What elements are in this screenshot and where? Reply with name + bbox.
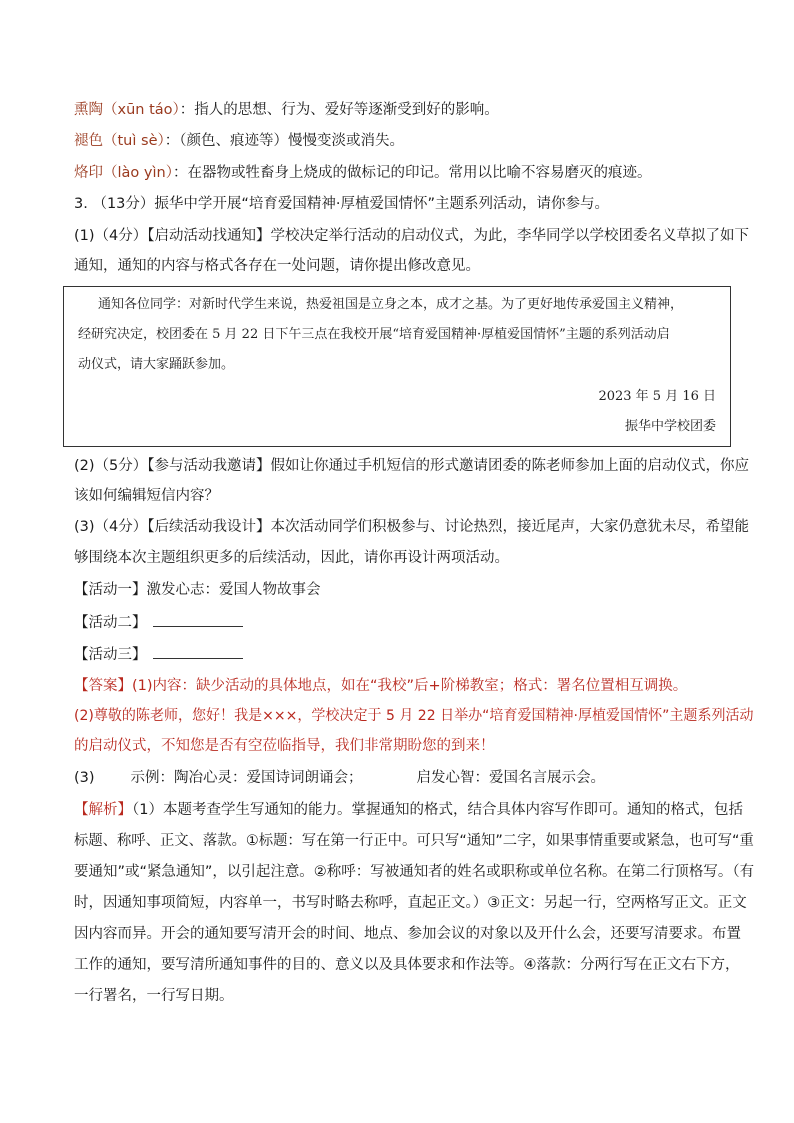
- analysis-line: 因内容而异。开会的通知要写清开会的时间、地点、参加会议的对象以及开什么会，还要写清要求。布置: [74, 926, 741, 942]
- answer-part-1: (1)内容：缺少活动的具体地点，如在“我校”后+阶梯教室；格式：署名位置相互调换。: [132, 678, 688, 694]
- analysis-line: 一行署名，一行写日期。: [74, 988, 234, 1004]
- answer-part-3: [74, 768, 605, 788]
- activity-label: 【活动三】: [74, 647, 147, 663]
- glossary-definition: ：指人的思想、行为、爱好等逐渐受到好的影响。: [179, 102, 499, 118]
- glossary-item: [74, 131, 404, 151]
- analysis-line: 要通知”或“紧急通知”，以引起注意。②称呼：写被通知者的姓名或职称或单位名称。在第二行顶格写。（有: [74, 864, 755, 880]
- question-stem: 3. （13分）振华中学开展“培育爱国精神·厚植爱国情怀”主题系列活动，请你参与。: [74, 196, 610, 212]
- answer-part-2-line-2: 的启动仪式，不知您是否有空莅临指导，我们非常期盼您的到来！: [74, 738, 495, 754]
- glossary-term: 熏陶: [74, 102, 103, 118]
- subquestion-1-line-2: 通知，通知的内容与格式各存在一处问题，请你提出修改意见。: [74, 258, 480, 274]
- activity-item: [74, 580, 321, 600]
- glossary-definition: ：（颜色、痕迹等）慢慢变淡或消失。: [164, 133, 404, 149]
- notice-date: 2023 年 5 月 16 日: [598, 389, 716, 404]
- notice-signature: 振华中学校团委: [624, 419, 716, 434]
- analysis-tag: 【解析】: [74, 802, 132, 818]
- analysis-line: 时，因通知事项简短，内容单一，书写时略去称呼，直起正文。）③正文：另起一行，空两格写正文。正文: [74, 895, 747, 911]
- analysis-line: 工作的通知，要写清所通知事件的目的、意义以及具体要求和作法等。④落款：分两行写在正文右下方，: [74, 957, 740, 973]
- activity-label: 【活动二】: [74, 615, 147, 631]
- notice-line-1: 通知各位同学：对新时代学生来说，热爱祖国是立身之本，成才之基。为了更好地传承爱国主义精神，: [98, 297, 684, 312]
- activity-item: [74, 644, 243, 665]
- analysis-text: （1）本题考查学生写通知的能力。掌握通知的格式，结合具体内容写作即可。通知的格式，包括: [132, 802, 743, 818]
- subquestion-2-line-2: 该如何编辑短信内容？: [74, 488, 219, 504]
- analysis-line: [74, 800, 743, 820]
- glossary-item: [74, 163, 651, 183]
- subquestion-1-line-1: (1)（4分）【启动活动找通知】学校决定举行活动的启动仪式，为此，李华同学以学校团委名义草拟了如下: [74, 228, 750, 244]
- answer-tag: 【答案】: [74, 678, 132, 694]
- answer-part-2-line-1: (2)尊敬的陈老师，您好！我是×××，学校决定于 5 月 22 日举办“培育爱国精神·厚植爱国情怀”主题系列活动: [74, 708, 754, 724]
- notice-box: [63, 286, 731, 447]
- notice-line-3: 动仪式，请大家踊跃参加。: [78, 357, 235, 372]
- answer-part-3-example-1: 示例：陶冶心灵：爱国诗词朗诵会；: [130, 770, 363, 786]
- subquestion-3-line-2: 够围绕本次主题组织更多的后续活动，因此，请你再设计两项活动。: [74, 550, 509, 566]
- glossary-pinyin: （xūn táo）: [103, 102, 180, 118]
- glossary-term: 烙印: [74, 165, 103, 181]
- analysis-line: 标题、称呼、正文、落款。①标题：写在第一行正中。可只写“通知”二字，如果事情重要或紧急，也可写“重: [74, 833, 754, 849]
- answer-line-1: [74, 676, 687, 696]
- activity-blank: [153, 612, 243, 627]
- glossary-term: 褪色: [74, 133, 103, 149]
- subquestion-3-line-1: (3)（4分）【后续活动我设计】本次活动同学们积极参与、讨论热烈，接近尾声，大家仍意犹未尽，希望能: [74, 519, 750, 535]
- activity-item: [74, 612, 243, 633]
- subquestion-2-line-1: (2)（5分）【参与活动我邀请】假如让你通过手机短信的形式邀请团委的陈老师参加上面的启动仪式，你应: [74, 458, 750, 474]
- activity-content: 激发心志：爱国人物故事会: [146, 582, 321, 598]
- glossary-item: [74, 100, 499, 120]
- notice-line-2: 经研究决定，校团委在 5 月 22 日下午三点在我校开展“培育爱国精神·厚植爱国情怀”主题的系列活动启: [78, 327, 670, 342]
- activity-blank: [153, 644, 243, 659]
- activity-label: 【活动一】: [74, 582, 147, 598]
- glossary-pinyin: （tuì sè）: [103, 133, 165, 149]
- glossary-definition: ：在器物或牲畜身上烧成的做标记的印记。常用以比喻不容易磨灭的痕迹。: [172, 165, 652, 181]
- glossary-pinyin: （lào yìn）: [103, 165, 173, 181]
- answer-part-3-number: (3): [74, 770, 95, 786]
- answer-part-3-example-2: 启发心智：爱国名言展示会。: [416, 770, 606, 786]
